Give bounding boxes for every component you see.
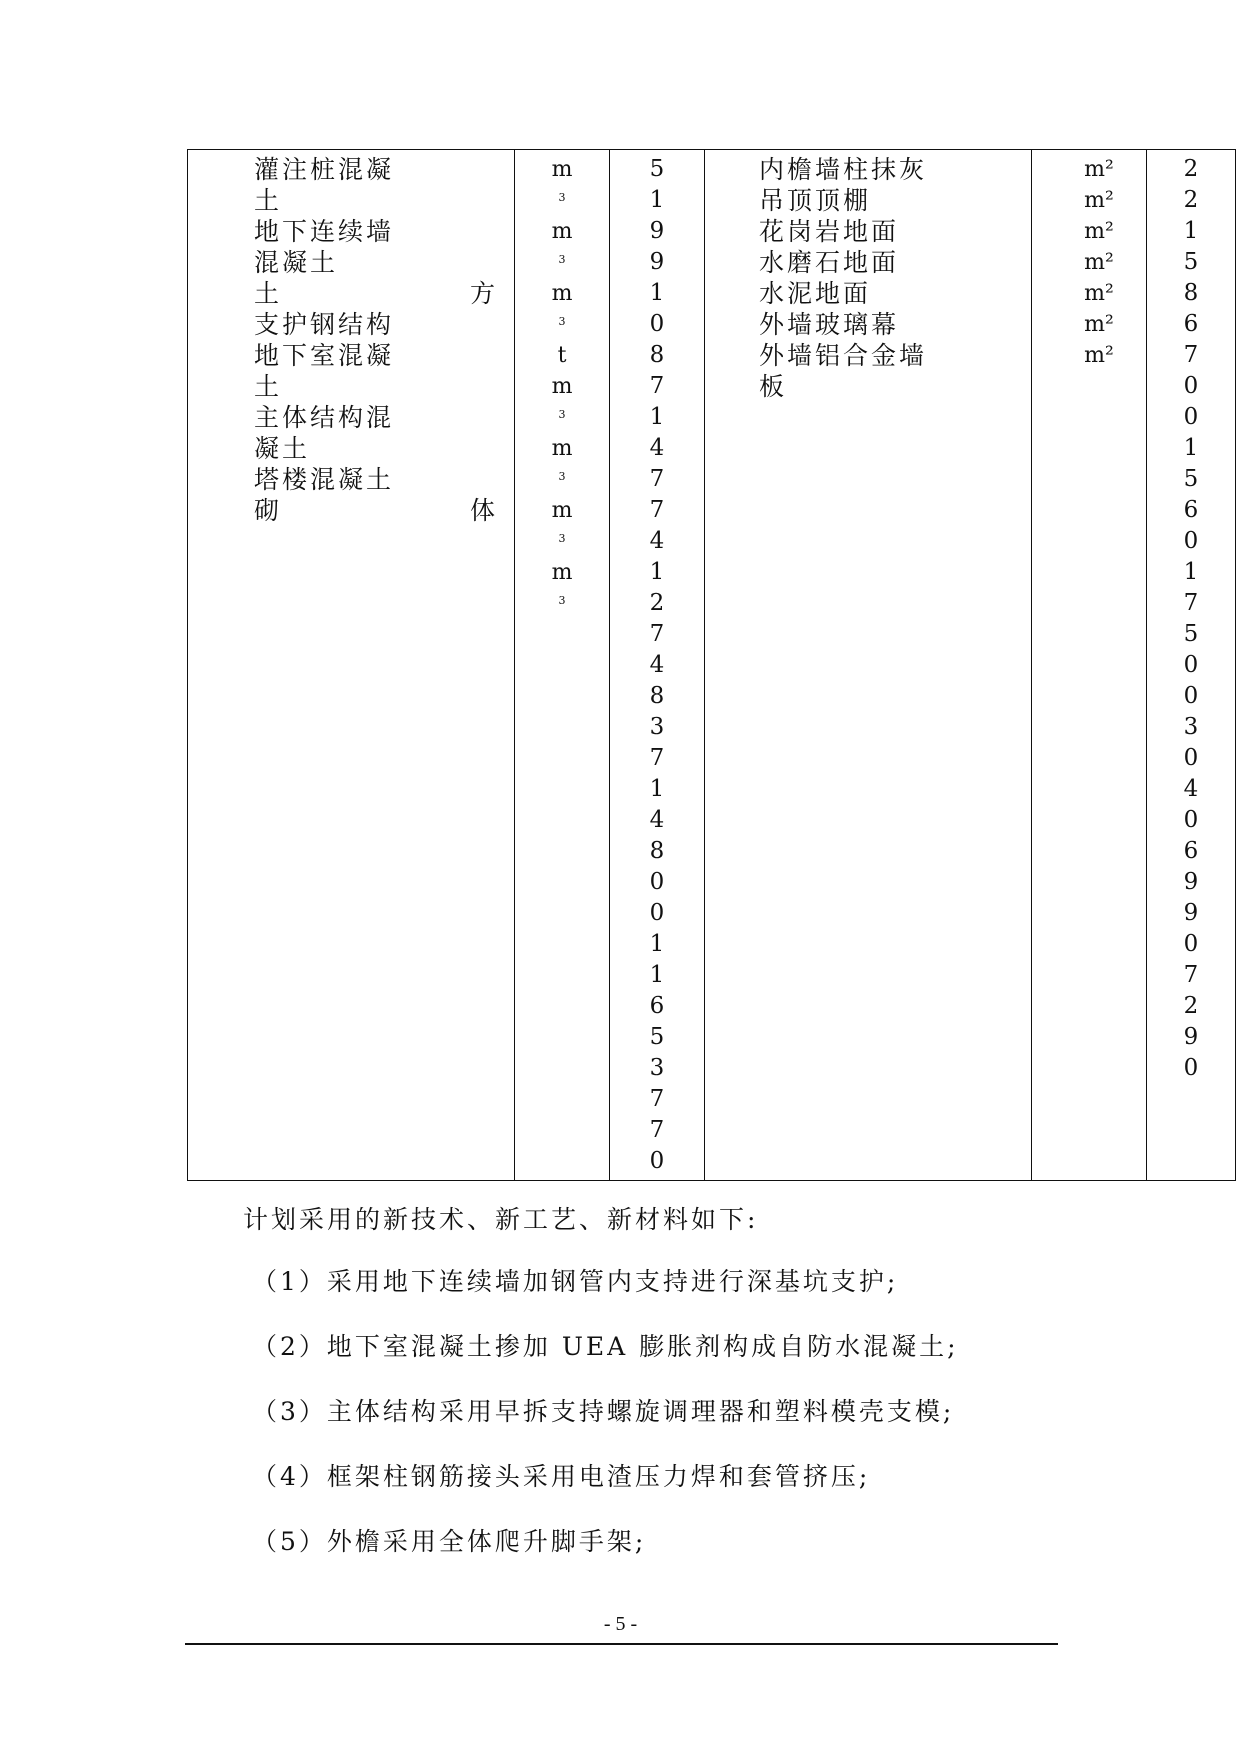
quantity-digit: 9 <box>1183 1024 1199 1050</box>
unit-label: m² <box>1084 157 1114 182</box>
unit-label: m² <box>1084 188 1114 213</box>
item-name: 灌注桩混凝 <box>254 155 395 184</box>
quantity-digit: 3 <box>1183 714 1199 740</box>
quantity-digit: 5 <box>1183 249 1199 275</box>
item-name: 板 <box>759 372 788 401</box>
quantity-digit: 6 <box>1183 838 1199 864</box>
quantity-digit: 5 <box>649 1024 665 1050</box>
quantity-digit: 8 <box>649 683 665 709</box>
page-number: - 5 - <box>603 1613 638 1635</box>
unit-label: m <box>551 219 573 244</box>
list-item: （4）框架柱钢筋接头采用电渣压力焊和套管挤压; <box>252 1462 871 1491</box>
item-name: 地下室混凝 <box>254 341 395 370</box>
item-name: 土 <box>254 372 283 401</box>
left-quantity-cell <box>610 150 705 1181</box>
item-name: 外墙铝合金墙 <box>759 341 928 370</box>
item-name: 土 <box>254 186 283 215</box>
quantity-digit: 2 <box>1183 993 1199 1019</box>
item-name <box>254 278 498 309</box>
item-name: 凝土 <box>254 434 311 463</box>
item-name: 吊顶顶棚 <box>759 186 872 215</box>
list-item: （5）外檐采用全体爬升脚手架; <box>252 1527 647 1556</box>
quantity-digit: 0 <box>1183 373 1199 399</box>
right-quantity-cell <box>1147 150 1236 1181</box>
footer-rule <box>185 1643 1058 1645</box>
unit-label: t <box>557 343 567 368</box>
quantity-digit: 8 <box>649 342 665 368</box>
left-item-names-cell <box>188 150 515 1181</box>
quantity-digit: 7 <box>649 1086 665 1112</box>
item-name: 塔楼混凝土 <box>254 465 395 494</box>
quantity-digit: 7 <box>649 466 665 492</box>
unit-label: m <box>551 157 573 182</box>
unit-superscript: 3 <box>558 470 566 483</box>
table-row <box>188 150 1236 1181</box>
name-char: 体 <box>469 496 498 525</box>
quantity-digit: 7 <box>649 497 665 523</box>
quantity-digit: 0 <box>1183 528 1199 554</box>
quantity-digit: 7 <box>1183 342 1199 368</box>
unit-label: m <box>551 560 573 585</box>
quantity-digit: 0 <box>649 900 665 926</box>
quantity-digit: 6 <box>1183 497 1199 523</box>
quantity-digit: 7 <box>1183 962 1199 988</box>
quantity-digit: 2 <box>1183 156 1199 182</box>
quantity-digit: 4 <box>649 807 665 833</box>
quantity-digit: 0 <box>1183 931 1199 957</box>
quantity-digit: 1 <box>649 776 665 802</box>
quantity-digit: 9 <box>649 249 665 275</box>
unit-label: m² <box>1084 219 1114 244</box>
quantity-digit: 0 <box>1183 807 1199 833</box>
list-item: （3）主体结构采用早拆支持螺旋调理器和塑料模壳支模; <box>252 1397 955 1426</box>
quantity-digit: 0 <box>1183 1055 1199 1081</box>
quantity-digit: 9 <box>1183 869 1199 895</box>
unit-superscript: 3 <box>558 594 566 607</box>
quantity-digit: 9 <box>1183 900 1199 926</box>
quantity-digit: 4 <box>649 528 665 554</box>
quantity-digit: 7 <box>649 745 665 771</box>
quantity-digit: 2 <box>1183 187 1199 213</box>
quantity-digit: 6 <box>649 993 665 1019</box>
quantity-digit: 1 <box>649 559 665 585</box>
quantity-digit: 0 <box>649 1148 665 1174</box>
quantity-digit: 7 <box>1183 590 1199 616</box>
quantity-digit: 5 <box>1183 621 1199 647</box>
quantity-digit: 1 <box>1183 559 1199 585</box>
unit-superscript: 3 <box>558 532 566 545</box>
unit-superscript: 3 <box>558 191 566 204</box>
quantity-digit: 1 <box>649 404 665 430</box>
unit-label: m² <box>1084 281 1114 306</box>
unit-label: m² <box>1084 250 1114 275</box>
quantity-table <box>187 149 1236 1181</box>
quantity-digit: 0 <box>1183 652 1199 678</box>
quantity-digit: 0 <box>1183 404 1199 430</box>
right-units-cell <box>1032 150 1147 1181</box>
quantity-digit: 2 <box>649 590 665 616</box>
quantity-digit: 7 <box>649 621 665 647</box>
quantity-digit: 0 <box>1183 745 1199 771</box>
quantity-digit: 3 <box>649 1055 665 1081</box>
item-name: 内檐墙柱抹灰 <box>759 155 928 184</box>
quantity-digit: 4 <box>649 435 665 461</box>
quantity-digit: 1 <box>649 280 665 306</box>
unit-label: m² <box>1084 312 1114 337</box>
item-name: 地下连续墙 <box>254 217 395 246</box>
quantity-digit: 3 <box>649 714 665 740</box>
quantity-digit: 1 <box>1183 435 1199 461</box>
quantity-digit: 5 <box>1183 466 1199 492</box>
list-item: （1）采用地下连续墙加钢管内支持进行深基坑支护; <box>252 1267 899 1296</box>
unit-superscript: 3 <box>558 315 566 328</box>
quantity-digit: 1 <box>649 962 665 988</box>
item-name <box>254 495 498 526</box>
quantity-digit: 0 <box>1183 683 1199 709</box>
item-name: 水泥地面 <box>759 279 872 308</box>
quantity-digit: 9 <box>649 218 665 244</box>
unit-superscript: 3 <box>558 408 566 421</box>
right-item-names-cell <box>705 150 1032 1181</box>
unit-label: m <box>551 281 573 306</box>
item-name: 外墙玻璃幕 <box>759 310 900 339</box>
new-tech-list <box>252 1265 959 1590</box>
item-name: 支护钢结构 <box>254 310 395 339</box>
unit-label: m <box>551 374 573 399</box>
unit-superscript: 3 <box>558 253 566 266</box>
name-char: 土 <box>254 279 283 308</box>
quantity-digit: 0 <box>649 311 665 337</box>
item-name: 水磨石地面 <box>759 248 900 277</box>
unit-label: m² <box>1084 343 1114 368</box>
name-char: 砌 <box>254 496 283 525</box>
quantity-digit: 7 <box>649 1117 665 1143</box>
quantity-digit: 5 <box>649 156 665 182</box>
quantity-digit: 6 <box>1183 311 1199 337</box>
quantity-digit: 4 <box>1183 776 1199 802</box>
item-name: 主体结构混 <box>254 403 395 432</box>
new-tech-intro: 计划采用的新技术、新工艺、新材料如下: <box>243 1205 759 1234</box>
quantity-digit: 1 <box>649 187 665 213</box>
left-units-cell <box>515 150 610 1181</box>
quantity-digit: 0 <box>649 869 665 895</box>
unit-label: m <box>551 498 573 523</box>
name-char: 方 <box>469 279 498 308</box>
quantity-digit: 8 <box>649 838 665 864</box>
item-name: 花岗岩地面 <box>759 217 900 246</box>
list-item: （2）地下室混凝土掺加 UEA 膨胀剂构成自防水混凝土; <box>252 1332 959 1361</box>
quantity-digit: 8 <box>1183 280 1199 306</box>
item-name: 混凝土 <box>254 248 339 277</box>
quantity-digit: 1 <box>649 931 665 957</box>
quantity-digit: 4 <box>649 652 665 678</box>
quantity-digit: 7 <box>649 373 665 399</box>
unit-label: m <box>551 436 573 461</box>
quantity-digit: 1 <box>1183 218 1199 244</box>
